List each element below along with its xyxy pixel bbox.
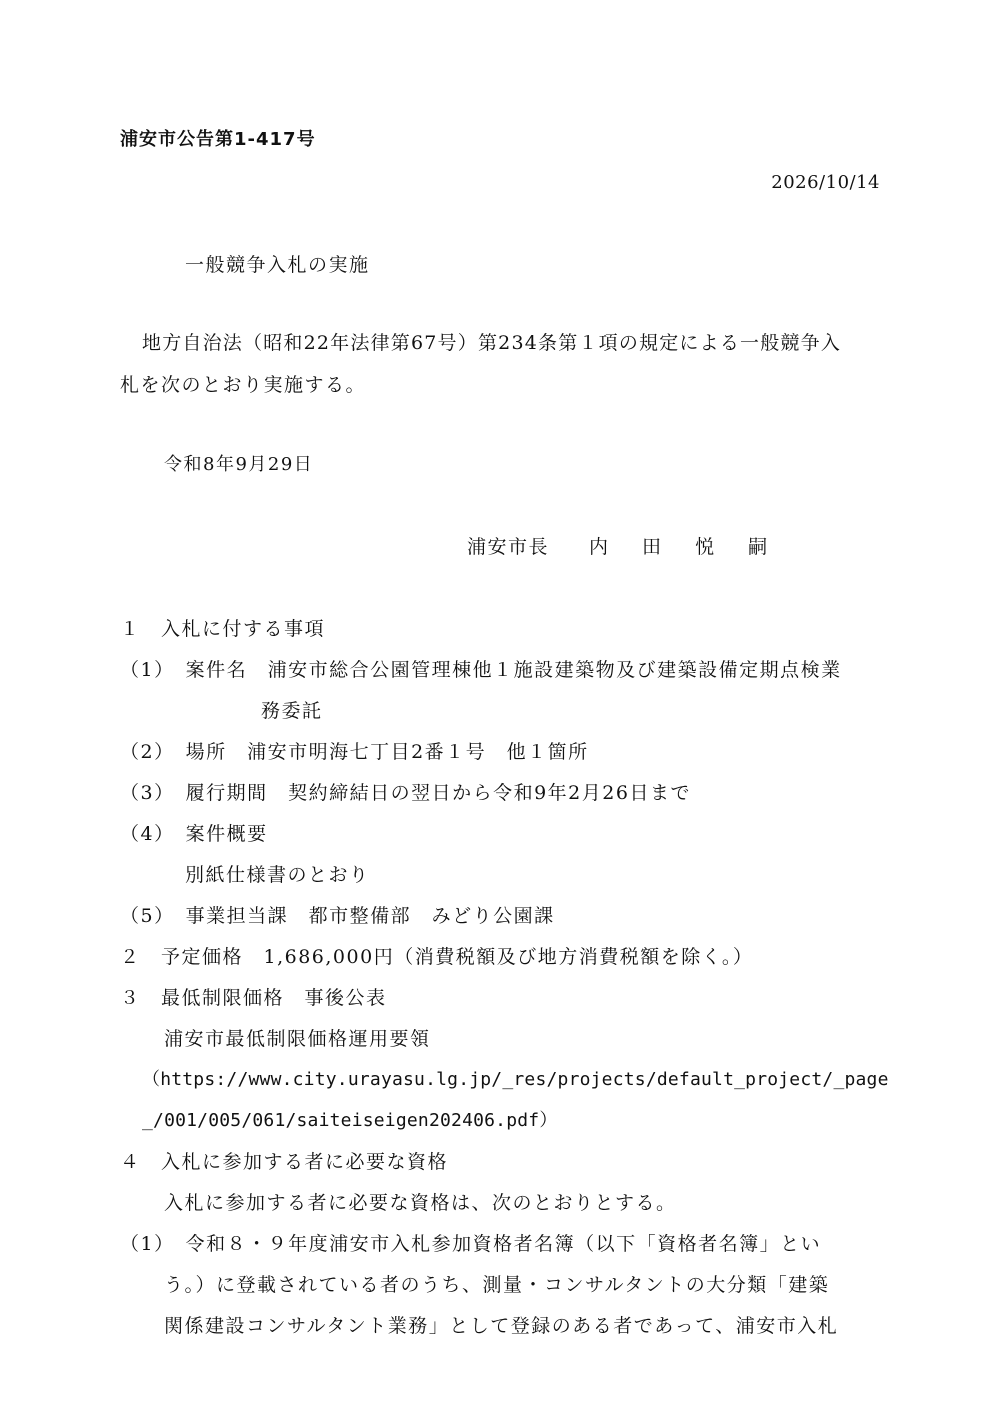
section-1-item-1-line-2: 務委託	[261, 700, 323, 722]
section-1-item-2: （2） 場所 浦安市明海七丁目2番１号 他１箇所	[120, 741, 589, 763]
section-1-item-3: （3） 履行期間 契約締結日の翌日から令和9年2月26日まで	[120, 782, 691, 804]
section-1-item-4-detail: 別紙仕様書のとおり	[185, 864, 370, 886]
section-4-item-1-line-1: （1） 令和８・９年度浦安市入札参加資格者名簿（以下「資格者名簿」とい	[120, 1233, 822, 1255]
section-2-estimated-price: ２ 予定価格 1,686,000円（消費税額及び地方消費税額を除く。）	[120, 946, 754, 968]
section-3-url-line-2: _/001/005/061/saiteiseigen202406.pdf）	[142, 1110, 558, 1131]
section-1-item-1-line-1: （1） 案件名 浦安市総合公園管理棟他１施設建築物及び建築設備定期点検業	[120, 659, 842, 681]
document-date: 2026/10/14	[771, 172, 880, 193]
signature-block	[467, 534, 781, 560]
section-4-item-1-line-2: う。）に登載されている者のうち、測量・コンサルタントの大分類「建築	[164, 1274, 830, 1296]
section-1-item-5: （5） 事業担当課 都市整備部 みどり公園課	[120, 905, 555, 927]
section-3-url-line-1: （https://www.city.urayasu.lg.jp/_res/projects/default_project/_page	[142, 1069, 889, 1090]
section-3-guideline: 浦安市最低制限価格運用要領	[164, 1028, 431, 1050]
intro-line-2: 札を次のとおり実施する。	[120, 374, 367, 396]
section-1-heading: １ 入札に付する事項	[120, 618, 326, 640]
section-4-intro: 入札に参加する者に必要な資格は、次のとおりとする。	[164, 1192, 677, 1214]
section-4-heading: ４ 入札に参加する者に必要な資格	[120, 1151, 449, 1173]
section-3-heading: ３ 最低制限価格 事後公表	[120, 987, 387, 1009]
section-4-item-1-line-3: 関係建設コンサルタント業務」として登録のある者であって、浦安市入札	[164, 1315, 839, 1337]
document-title: 一般競争入札の実施	[185, 254, 370, 276]
notice-number: 浦安市公告第1-417号	[120, 129, 316, 150]
signer-name: 内 田 悦 嗣	[589, 536, 782, 558]
signer-title: 浦安市長	[467, 536, 550, 558]
notice-date-reiwa: 令和8年9月29日	[164, 454, 314, 475]
intro-line-1: 地方自治法（昭和22年法律第67号）第234条第１項の規定による一般競争入	[142, 332, 842, 354]
section-1-item-4: （4） 案件概要	[120, 823, 268, 845]
